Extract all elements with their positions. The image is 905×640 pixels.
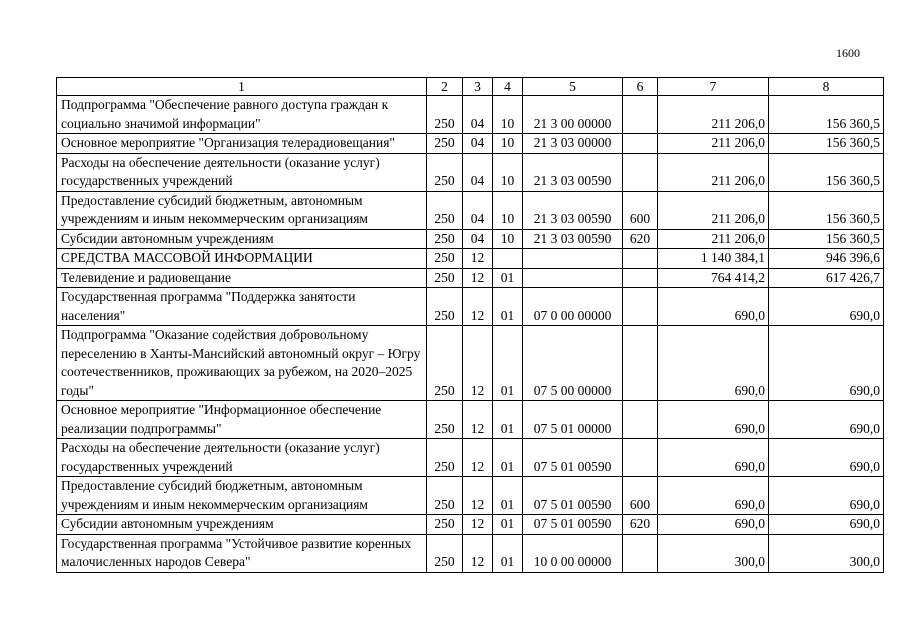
cell-amount-2: 617 426,7	[769, 268, 884, 288]
cell-admin-code: 250	[427, 515, 463, 535]
cell-subsection: 01	[493, 401, 523, 439]
cell-section: 12	[463, 401, 493, 439]
cell-target-item: 07 5 01 00590	[523, 439, 623, 477]
cell-admin-code: 250	[427, 153, 463, 191]
cell-target-item: 07 5 00 00000	[523, 326, 623, 401]
cell-subsection: 10	[493, 134, 523, 154]
cell-expense-type	[623, 268, 658, 288]
cell-expense-type	[623, 534, 658, 572]
cell-expense-type	[623, 326, 658, 401]
cell-target-item: 07 5 01 00590	[523, 477, 623, 515]
cell-target-item: 21 3 03 00000	[523, 134, 623, 154]
cell-expense-type: 620	[623, 515, 658, 535]
cell-expense-type	[623, 153, 658, 191]
column-header: 3	[463, 78, 493, 96]
cell-target-item: 21 3 03 00590	[523, 191, 623, 229]
cell-amount-2: 156 360,5	[769, 229, 884, 249]
cell-target-item	[523, 249, 623, 269]
cell-admin-code: 250	[427, 134, 463, 154]
table-row	[57, 268, 884, 288]
cell-amount-1: 690,0	[658, 515, 769, 535]
cell-expense-type	[623, 439, 658, 477]
row-name: Телевидение и радиовещание	[57, 268, 427, 288]
cell-admin-code: 250	[427, 534, 463, 572]
row-name: Государственная программа "Устойчивое развитие коренных малочисленных народов Севера"	[57, 534, 427, 572]
table-row	[57, 249, 884, 269]
cell-amount-1: 1 140 384,1	[658, 249, 769, 269]
cell-section: 12	[463, 515, 493, 535]
cell-amount-2: 300,0	[769, 534, 884, 572]
table-row	[57, 515, 884, 535]
cell-subsection: 01	[493, 268, 523, 288]
column-header: 6	[623, 78, 658, 96]
cell-admin-code: 250	[427, 326, 463, 401]
cell-amount-2: 690,0	[769, 439, 884, 477]
cell-section: 04	[463, 153, 493, 191]
cell-admin-code: 250	[427, 268, 463, 288]
cell-admin-code: 250	[427, 229, 463, 249]
row-name: Предоставление субсидий бюджетным, автономным учреждениям и иным некоммерческим организациям	[57, 477, 427, 515]
cell-expense-type	[623, 134, 658, 154]
cell-admin-code: 250	[427, 401, 463, 439]
table-row	[57, 534, 884, 572]
cell-section: 12	[463, 477, 493, 515]
cell-amount-1: 300,0	[658, 534, 769, 572]
cell-admin-code: 250	[427, 439, 463, 477]
cell-subsection: 01	[493, 477, 523, 515]
cell-amount-1: 690,0	[658, 288, 769, 326]
cell-amount-1: 690,0	[658, 326, 769, 401]
cell-subsection: 10	[493, 191, 523, 229]
cell-subsection: 10	[493, 96, 523, 134]
row-name: Субсидии автономным учреждениям	[57, 515, 427, 535]
cell-section: 12	[463, 534, 493, 572]
cell-target-item: 07 5 01 00590	[523, 515, 623, 535]
cell-amount-2: 690,0	[769, 477, 884, 515]
cell-admin-code: 250	[427, 477, 463, 515]
cell-amount-2: 690,0	[769, 326, 884, 401]
cell-amount-1: 764 414,2	[658, 268, 769, 288]
cell-subsection	[493, 249, 523, 269]
row-name: Государственная программа "Поддержка занятости населения"	[57, 288, 427, 326]
cell-section: 12	[463, 326, 493, 401]
page-number: 1600	[836, 46, 860, 60]
row-name: Расходы на обеспечение деятельности (оказание услуг) государственных учреждений	[57, 439, 427, 477]
column-header: 8	[769, 78, 884, 96]
cell-expense-type	[623, 96, 658, 134]
cell-subsection: 01	[493, 326, 523, 401]
cell-expense-type	[623, 288, 658, 326]
cell-amount-1: 211 206,0	[658, 134, 769, 154]
header-row	[57, 78, 884, 96]
budget-table	[56, 77, 884, 573]
cell-amount-2: 690,0	[769, 401, 884, 439]
table-row	[57, 191, 884, 229]
table-row	[57, 153, 884, 191]
cell-section: 04	[463, 191, 493, 229]
cell-expense-type: 620	[623, 229, 658, 249]
column-header: 5	[523, 78, 623, 96]
row-name: Основное мероприятие "Организация телерадиовещания"	[57, 134, 427, 154]
cell-admin-code: 250	[427, 191, 463, 229]
cell-subsection: 10	[493, 153, 523, 191]
cell-expense-type: 600	[623, 191, 658, 229]
cell-admin-code: 250	[427, 288, 463, 326]
cell-section: 04	[463, 96, 493, 134]
cell-subsection: 01	[493, 515, 523, 535]
cell-amount-1: 211 206,0	[658, 229, 769, 249]
row-name: Основное мероприятие "Информационное обеспечение реализации подпрограммы"	[57, 401, 427, 439]
table-row	[57, 288, 884, 326]
cell-amount-2: 946 396,6	[769, 249, 884, 269]
cell-amount-2: 156 360,5	[769, 153, 884, 191]
cell-target-item: 07 0 00 00000	[523, 288, 623, 326]
cell-section: 12	[463, 249, 493, 269]
table-row	[57, 96, 884, 134]
cell-section: 12	[463, 268, 493, 288]
row-name: Субсидии автономным учреждениям	[57, 229, 427, 249]
cell-amount-1: 690,0	[658, 439, 769, 477]
row-name: Подпрограмма "Оказание содействия добровольному переселению в Ханты-Мансийский автономный округ – Югру соотечественников, проживающих за рубежом, на 2020–2025 годы"	[57, 326, 427, 401]
table-row	[57, 401, 884, 439]
cell-subsection: 10	[493, 229, 523, 249]
table-row	[57, 326, 884, 401]
table-row	[57, 134, 884, 154]
cell-target-item: 21 3 00 00000	[523, 96, 623, 134]
cell-amount-1: 690,0	[658, 401, 769, 439]
cell-amount-1: 211 206,0	[658, 153, 769, 191]
cell-admin-code: 250	[427, 96, 463, 134]
cell-target-item	[523, 268, 623, 288]
cell-subsection: 01	[493, 288, 523, 326]
cell-amount-2: 690,0	[769, 288, 884, 326]
table-row	[57, 229, 884, 249]
cell-amount-1: 211 206,0	[658, 96, 769, 134]
cell-amount-2: 156 360,5	[769, 96, 884, 134]
column-header: 4	[493, 78, 523, 96]
column-header: 1	[57, 78, 427, 96]
cell-expense-type: 600	[623, 477, 658, 515]
cell-amount-2: 156 360,5	[769, 134, 884, 154]
column-header: 2	[427, 78, 463, 96]
row-name: Предоставление субсидий бюджетным, автономным учреждениям и иным некоммерческим организациям	[57, 191, 427, 229]
table-row	[57, 439, 884, 477]
row-name: Подпрограмма "Обеспечение равного доступа граждан к социально значимой информации"	[57, 96, 427, 134]
cell-subsection: 01	[493, 439, 523, 477]
table-row	[57, 477, 884, 515]
cell-admin-code: 250	[427, 249, 463, 269]
cell-subsection: 01	[493, 534, 523, 572]
row-name: СРЕДСТВА МАССОВОЙ ИНФОРМАЦИИ	[57, 249, 427, 269]
cell-amount-1: 211 206,0	[658, 191, 769, 229]
cell-amount-2: 690,0	[769, 515, 884, 535]
cell-expense-type	[623, 401, 658, 439]
row-name: Расходы на обеспечение деятельности (оказание услуг) государственных учреждений	[57, 153, 427, 191]
cell-target-item: 10 0 00 00000	[523, 534, 623, 572]
cell-amount-2: 156 360,5	[769, 191, 884, 229]
cell-expense-type	[623, 249, 658, 269]
cell-target-item: 21 3 03 00590	[523, 153, 623, 191]
column-header: 7	[658, 78, 769, 96]
cell-amount-1: 690,0	[658, 477, 769, 515]
cell-target-item: 07 5 01 00000	[523, 401, 623, 439]
cell-section: 12	[463, 439, 493, 477]
cell-section: 04	[463, 134, 493, 154]
cell-section: 04	[463, 229, 493, 249]
cell-section: 12	[463, 288, 493, 326]
cell-target-item: 21 3 03 00590	[523, 229, 623, 249]
